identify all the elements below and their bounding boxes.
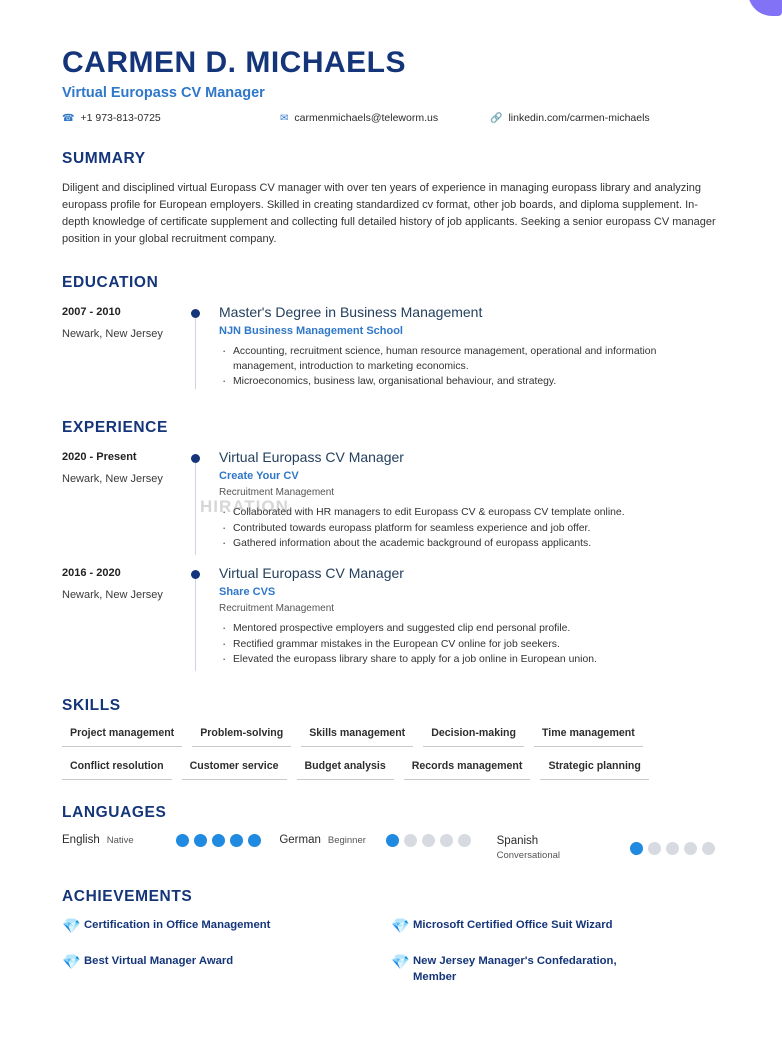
achievement-text: Certification in Office Management xyxy=(84,919,271,932)
entry-organization: NJN Business Management School xyxy=(219,325,403,338)
watermark: HIRATION xyxy=(200,497,289,516)
entry-body xyxy=(219,449,720,555)
section-experience xyxy=(62,419,720,670)
rating-dot xyxy=(684,842,697,855)
section-summary xyxy=(62,150,720,248)
timeline-rail xyxy=(195,304,219,393)
entry-meta xyxy=(62,449,195,555)
language-name xyxy=(497,834,560,863)
rating-dot xyxy=(648,842,661,855)
section-achievements xyxy=(62,888,720,1005)
timeline-dot xyxy=(191,570,200,579)
education-title: EDUCATION xyxy=(62,274,159,292)
achievement-item xyxy=(62,918,391,934)
rating-dot xyxy=(176,834,189,847)
list-item: · Microeconomics, business law, organisational behaviour, and strategy. xyxy=(219,374,720,389)
rating-dot xyxy=(440,834,453,847)
timeline-dot xyxy=(191,454,200,463)
language-level: Native xyxy=(106,834,134,846)
skill-chip: Project management xyxy=(62,727,182,747)
timeline-line xyxy=(195,312,196,389)
rating-dot xyxy=(212,834,225,847)
entry-title: Virtual Europass CV Manager xyxy=(219,449,404,466)
skills-title: SKILLS xyxy=(62,696,121,714)
entry-title: Master's Degree in Business Management xyxy=(219,304,483,321)
achievement-item xyxy=(391,918,720,934)
achievements-grid xyxy=(62,918,720,1005)
contact-linkedin[interactable] xyxy=(490,112,650,124)
achievement-text: Best Virtual Manager Award xyxy=(84,955,234,968)
rating-dot xyxy=(248,834,261,847)
contact-email[interactable] xyxy=(280,112,490,124)
achievement-text: Microsoft Certified Office Suit Wizard xyxy=(413,919,613,932)
skill-chip: Time management xyxy=(534,727,643,747)
language-name: German xyxy=(279,834,321,847)
achievement-text: New Jersey Manager's Confedaration, Member xyxy=(413,955,617,983)
language-rating xyxy=(386,834,476,847)
summary-title: SUMMARY xyxy=(62,150,146,167)
rating-dot xyxy=(422,834,435,847)
language-rating xyxy=(630,842,720,855)
skill-chip: Budget analysis xyxy=(297,760,394,780)
diamond-icon: 💎 xyxy=(62,918,81,936)
entry-meta xyxy=(62,304,195,393)
language-item xyxy=(62,834,279,847)
entry-location: Newark, New Jersey xyxy=(62,589,163,602)
entry-body xyxy=(219,565,720,670)
language-item xyxy=(497,834,720,863)
timeline-rail xyxy=(195,449,219,555)
skill-chip: Customer service xyxy=(182,760,287,780)
diamond-icon: 💎 xyxy=(62,954,81,972)
rating-dot xyxy=(230,834,243,847)
list-item: · Collaborated with HR managers to edit Europass CV & europass CV template online. xyxy=(219,505,720,520)
timeline-rail xyxy=(195,565,219,670)
education-entry xyxy=(62,304,720,393)
entry-location: Newark, New Jersey xyxy=(62,473,163,486)
skill-chip: Strategic planning xyxy=(540,760,648,780)
rating-dot xyxy=(194,834,207,847)
job-subtitle: Virtual Europass CV Manager xyxy=(62,85,265,101)
section-education xyxy=(62,274,720,393)
skill-chip: Decision-making xyxy=(423,727,524,747)
rating-dot xyxy=(386,834,399,847)
experience-entry xyxy=(62,565,720,670)
entry-organization: Create Your CV xyxy=(219,470,299,483)
language-rating xyxy=(176,834,266,847)
language-level: Beginner xyxy=(327,834,366,846)
entry-meta xyxy=(62,565,195,670)
skills-row xyxy=(62,760,720,780)
summary-text: Diligent and disciplined virtual Europass CV manager with over ten years of experience in managing europass library and analyzing europass profile for European employers. Skilled in creating standardized cv format, other job boards, and diploma supplement. In-depth knowledge of certificate supplement and collecting full detailed history of job applicants. Seeking a senior europass CV manager position in your global recruitment company. xyxy=(62,182,716,246)
rating-dot xyxy=(458,834,471,847)
skill-chip: Problem-solving xyxy=(192,727,291,747)
section-skills xyxy=(62,697,720,780)
entry-location: Newark, New Jersey xyxy=(62,328,163,341)
entry-date: 2007 - 2010 xyxy=(62,306,121,319)
contact-linkedin-text: linkedin.com/carmen-michaels xyxy=(508,112,650,124)
languages-row xyxy=(62,834,720,863)
diamond-icon: 💎 xyxy=(391,918,410,936)
timeline-line xyxy=(195,573,196,670)
link-icon: 🔗 xyxy=(490,112,503,124)
list-item: · Contributed towards europass platform for seamless experience and job offer. xyxy=(219,521,720,536)
entry-bullets xyxy=(219,621,720,666)
rating-dot xyxy=(702,842,715,855)
entry-organization: Share CVS xyxy=(219,586,276,599)
section-languages xyxy=(62,804,720,863)
entry-title: Virtual Europass CV Manager xyxy=(219,565,404,582)
timeline-line xyxy=(195,457,196,555)
diamond-icon: 💎 xyxy=(391,954,410,972)
achievements-title: ACHIEVEMENTS xyxy=(62,888,193,906)
experience-title: EXPERIENCE xyxy=(62,419,168,437)
entry-date: 2016 - 2020 xyxy=(62,567,121,580)
skill-chip: Skills management xyxy=(301,727,413,747)
entry-date: 2020 - Present xyxy=(62,451,137,464)
achievement-item xyxy=(62,954,391,985)
contact-email-text: carmenmichaels@teleworm.us xyxy=(294,112,439,124)
entry-body xyxy=(219,304,720,393)
list-item: · Gathered information about the academic background of europass applicants. xyxy=(219,536,720,551)
skill-chip: Records management xyxy=(404,760,531,780)
list-item: · Mentored prospective employers and suggested clip end personal profile. xyxy=(219,621,720,636)
timeline-dot xyxy=(191,309,200,318)
contact-phone-text: +1 973-813-0725 xyxy=(80,112,161,124)
rating-dot xyxy=(666,842,679,855)
entry-subtitle: Recruitment Management xyxy=(219,487,335,499)
achievement-item xyxy=(391,954,720,985)
page-title: CARMEN D. MICHAELS xyxy=(62,46,406,79)
phone-icon: ☎ xyxy=(62,112,75,124)
experience-entry xyxy=(62,449,720,555)
rating-dot xyxy=(630,842,643,855)
language-item xyxy=(279,834,496,847)
language-name-text: Spanish xyxy=(496,834,539,847)
skill-chip: Conflict resolution xyxy=(62,760,172,780)
rating-dot xyxy=(404,834,417,847)
language-level: Conversational xyxy=(496,850,560,862)
contact-phone[interactable] xyxy=(62,112,280,124)
contact-row xyxy=(62,112,720,124)
languages-title: LANGUAGES xyxy=(62,803,167,821)
entry-bullets xyxy=(219,505,720,550)
list-item: · Elevated the europass library share to apply for a job online in European union. xyxy=(219,652,720,667)
language-name: English xyxy=(62,834,100,847)
entry-subtitle: Recruitment Management xyxy=(219,603,335,615)
email-icon: ✉ xyxy=(280,112,289,124)
list-item: · Rectified grammar mistakes in the European CV online for job seekers. xyxy=(219,637,720,652)
skills-row xyxy=(62,727,720,747)
entry-bullets xyxy=(219,344,720,389)
list-item: · Accounting, recruitment science, human resource management, operational and information management, introduction to marketing economics. xyxy=(219,344,720,374)
